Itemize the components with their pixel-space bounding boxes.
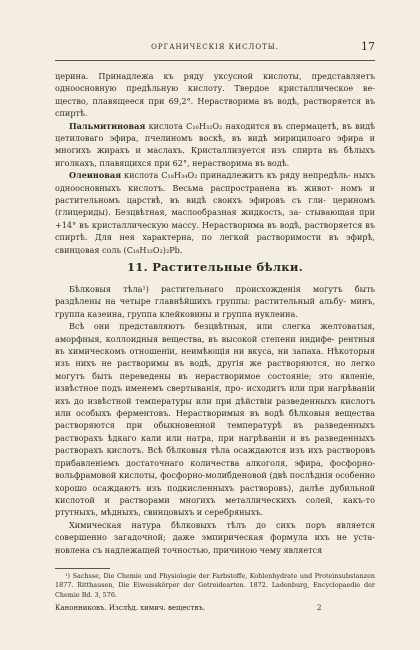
- section-heading: 11. Растительные бѣлки.: [127, 260, 303, 274]
- top-text-block: [55, 70, 375, 256]
- paragraph-oleic: Олеиновая кислота C₁₈H₃₄O₂ принадлежитъ къ ряду непредѣль- ныхъ одноосновныхъ кислотъ. Весьма распространена въ живот- номъ и растительномъ царствѣ, въ видѣ своихъ эфировъ съ гли- цериномъ (глицериды). Безцвѣтная, маслообразная жидкость, за- стывающая при +14° въ кристаллическую массу. Нерастворима въ водѣ, растворяется въ спиртѣ. Для нея характерна, по легкой растворимости въ эфирѣ, свинцовая соль (C₁₈H₃₃O₂)₂Pb.: [55, 170, 376, 255]
- footnote: ¹) Sachsse, Die Chemie und Physiologie der Farbstoffe, Kohlenhydrate und Proteinsubstanzen 1877. Ritthausen, Die Eiweisskörper der Getreidearten. 1872. Ladenburg, Encyclopaedie der Chemie Bd. 3, 576.: [55, 572, 375, 599]
- term-palmitic: Пальмитиновая: [69, 120, 146, 131]
- running-head: ОРГАНИЧЕСКІЯ КИСЛОТЫ.: [151, 43, 279, 51]
- paragraph-proteins-chemistry: Химическая натура бѣлковыхъ тѣлъ до сихъ поръ является совершенно загадочной; даже эмпирическая формула ихъ не уста- новлена съ надлежащей точностью, причиною чему является: [55, 519, 375, 555]
- main-text-block: [55, 283, 375, 556]
- term-oleic: Олеиновая: [69, 170, 122, 181]
- page-header: [55, 40, 375, 58]
- paragraph-proteins-intro: Бѣлковыя тѣла¹) растительнаго происхожденія могутъ быть раздѣлены на четыре главнѣйшихъ группы: растительный альбу- минъ, группа казеина, группа клейковины и группа нуклеина.: [55, 284, 375, 319]
- footnote-rule: [55, 568, 110, 569]
- paragraph-palmitic: Пальмитиновая кислота C₁₆H₃₂O₂ находится въ спермацетѣ, въ видѣ цетиловаго эфира, пчелиномъ воскѣ, въ видѣ мирицилоаго эфира и многихъ жирахъ и маслахъ. Кристаллизуется изъ спирта въ бѣлыхъ иголкахъ, плавящихся при 62°, нерастворима въ водѣ.: [55, 120, 375, 168]
- signature-number: 2: [317, 604, 322, 612]
- printer-signature: [55, 604, 375, 616]
- page-number: 17: [361, 40, 375, 53]
- paragraph-stearic: церина. Принадлежа къ ряду уксусной кислоты, представляетъ одноосновную предѣльную кислоту. Твердое кристаллическое ве- щество, плавящееся при 69,2°. Нерастворима въ водѣ, растворяется въ спиртѣ.: [55, 71, 375, 119]
- signature-text: Канонниковъ. Изслѣд. химич. веществъ.: [55, 604, 206, 612]
- header-rule: [55, 60, 375, 61]
- paragraph-proteins-properties: Всѣ они представляютъ безцвѣтныя, или слегка желтоватыя, аморфныя, коллоидныя вещества, въ высокой степени индифе- рентныя въ химическомъ отношеніи, неимѣющія ни вкуса, ни запаха. Нѣкоторыя изъ нихъ не растворимы въ водѣ, другія же растворяются, но легко могутъ быть переведены въ нерастворимое состояніе; это явленіе, извѣстное подъ именемъ свертыванія, про- исходитъ или при нагрѣваніи ихъ до извѣстной температуры или при дѣйствіи разведенныхъ кислотъ или особыхъ ферментовъ. Нерастворимыя въ водѣ бѣлковыя вещества растворяются при обыкновенной температурѣ въ разведенныхъ растворахъ ѣдкаго кали или натра, при нагрѣваніи и въ разведенныхъ растворахъ кислотъ. Всѣ бѣлковыя тѣла осаждаются изъ ихъ растворовъ прибавленіемъ достаточнаго количества алкоголя, эфира, фосфорно- вольфрамовой кислоты, фосфорно-молибденовой (двѣ послѣднія особенно хорошо осаждаютъ изъ подкисленныхъ растворовъ), далѣе дубильной кислотой и растворами многихъ металлическихъ солей, какъ-то ртутныхъ, мѣдныхъ, свинцовыхъ и серебряныхъ.: [55, 321, 376, 518]
